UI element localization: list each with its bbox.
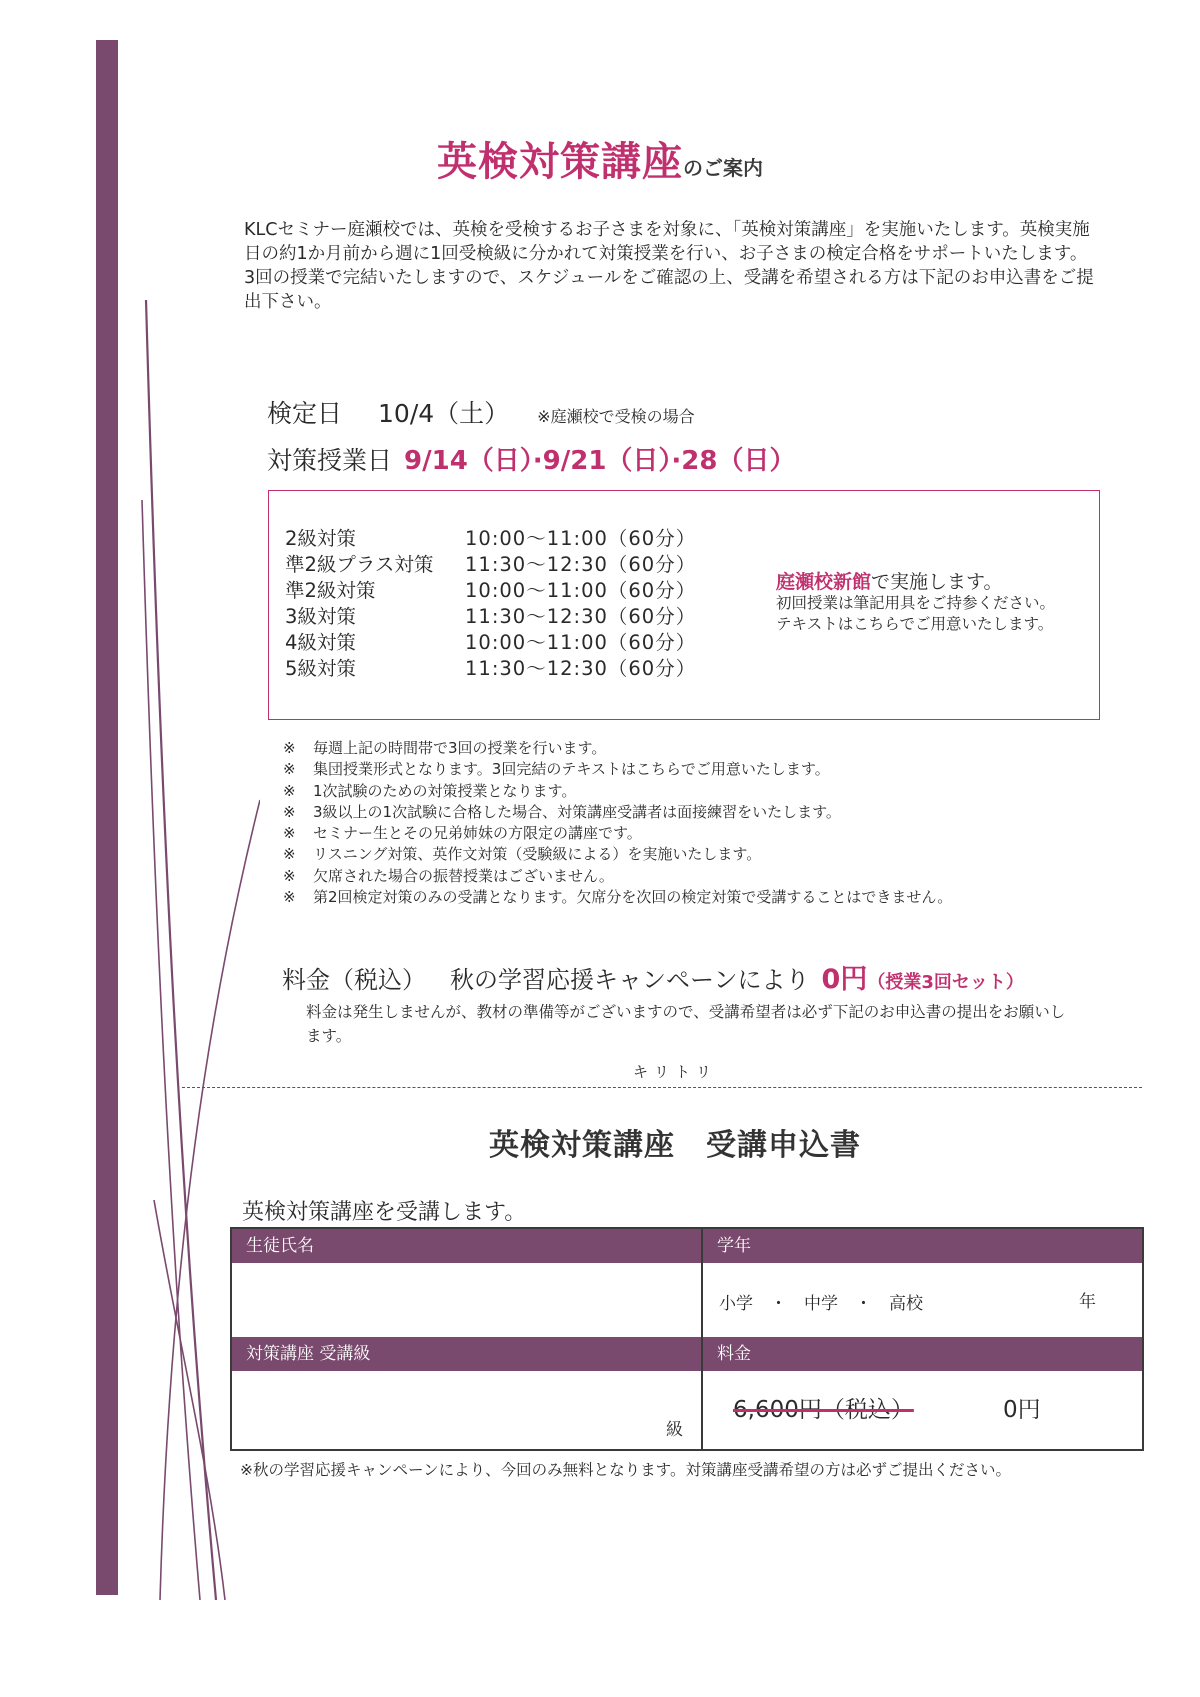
class-label: 対策授業日 — [267, 446, 393, 475]
note-text: 1次試験のための対策授業となります。 — [313, 781, 577, 800]
venue-info — [776, 572, 1096, 635]
footer-note: ※秋の学習応援キャンペーンにより、今回のみ無料となります。対策講座受講希望の方は必ずご提出ください。 — [240, 1461, 1011, 1479]
note-item — [283, 866, 1143, 887]
note-item — [283, 887, 1143, 908]
venue-suffix: で実施します。 — [871, 571, 1003, 593]
table-divider — [701, 1229, 703, 1449]
cut-here-label: キリトリ — [632, 1063, 717, 1081]
venue-line-2: 初回授業は筆記用具をご持参ください。 — [776, 594, 1056, 612]
note-text: 集団授業形式となります。3回完結のテキストはこちらでご用意いたします。 — [313, 760, 830, 779]
note-text: 第2回検定対策のみの受講となります。欠席分を次回の検定対策で受講することはできません。 — [313, 888, 953, 907]
fee-campaign: 秋の学習応援キャンペーンにより — [450, 966, 810, 994]
note-mark: ※ — [283, 760, 296, 779]
schedule-row — [285, 549, 696, 577]
schedule-time: 10:00～11:00（60分） — [465, 579, 697, 602]
note-mark: ※ — [283, 739, 296, 757]
note-item — [283, 759, 1143, 780]
note-text: 欠席された場合の振替授業はございません。 — [313, 866, 614, 885]
course-grade-field[interactable] — [232, 1371, 701, 1449]
schedule-time: 10:00～11:00（60分） — [465, 631, 697, 654]
fee-line — [282, 957, 1024, 996]
exam-date-line — [267, 394, 695, 430]
note-mark: ※ — [283, 845, 296, 864]
schedule-grade: 4級対策 — [285, 631, 356, 654]
course-suffix: 級 — [666, 1420, 683, 1440]
notes-list — [283, 738, 1143, 908]
schedule-row — [285, 575, 696, 603]
schedule-grade: 準2級対策 — [285, 579, 376, 602]
student-name-header: 生徒氏名 — [232, 1229, 701, 1263]
schedule-time: 11:30～12:30（60分） — [465, 605, 697, 628]
fee-note: 料金は発生しませんが、教材の準備等がございますので、受講希望者は必ず下記のお申込書の提出をお願いします。 — [306, 1003, 1066, 1045]
grade-field[interactable] — [703, 1263, 1142, 1337]
schedule-grade: 5級対策 — [285, 657, 356, 680]
note-text: セミナー生とその兄弟姉妹の方限定の講座です。 — [313, 824, 642, 843]
decorative-side-bar — [96, 40, 118, 1595]
page-title — [0, 130, 1200, 187]
form-title: 英検対策講座 受講申込書 — [489, 1128, 861, 1163]
note-text: 3級以上の1次試験に合格した場合、対策講座受講者は面接練習をいたします。 — [313, 802, 841, 821]
note-mark: ※ — [283, 888, 296, 907]
course-header: 対策講座 受講級 — [232, 1337, 701, 1371]
enroll-statement: 英検対策講座を受講します。 — [242, 1200, 527, 1225]
note-item — [283, 823, 1143, 844]
class-dates-line — [267, 440, 796, 477]
note-text: リスニング対策、英作文対策（受験級による）を実施いたします。 — [313, 845, 762, 864]
old-price: 6,600円（税込） — [733, 1397, 914, 1423]
note-mark: ※ — [283, 866, 296, 885]
intro-paragraph: KLCセミナー庭瀬校では、英検を受検するお子さまを対象に、「英検対策講座」を実施いたします。英検実施日の約1か月前から週に1回受検級に分かれて対策授業を行い、お子さまの検定合格をサポートいたします。3回の授業で完結いたしますので、スケジュールをご確認の上、受講を希望される方は下記のお申込書をご提出下さい。 — [244, 220, 1094, 312]
schedule-time: 10:00～11:00（60分） — [465, 527, 697, 550]
schedule-row — [285, 601, 696, 629]
year-suffix: 年 — [1079, 1292, 1096, 1312]
title-main: 英検対策講座 — [437, 139, 683, 185]
exam-label: 検定日 — [267, 399, 343, 428]
schedule-grade: 3級対策 — [285, 605, 356, 628]
fee-field — [703, 1371, 1142, 1449]
schedule-time: 11:30～12:30（60分） — [465, 553, 697, 576]
exam-date: 10/4（土） — [378, 399, 510, 428]
student-name-field[interactable] — [232, 1263, 701, 1337]
fee-set: （授業3回セット） — [867, 972, 1024, 993]
note-item — [283, 802, 1143, 823]
application-form-table — [230, 1227, 1144, 1451]
school-options: 小学 ・ 中学 ・ 高校 — [719, 1294, 923, 1314]
note-mark: ※ — [283, 802, 296, 821]
cut-line — [182, 1087, 1142, 1088]
fee-label: 料金（税込） — [282, 966, 426, 994]
venue-place: 庭瀬校新館 — [776, 571, 872, 593]
schedule-grade: 2級対策 — [285, 527, 356, 550]
fee-header: 料金 — [703, 1337, 1142, 1371]
note-item — [283, 844, 1143, 865]
schedule-row — [285, 627, 696, 655]
schedule-row — [285, 653, 696, 681]
note-item — [283, 781, 1143, 802]
schedule-time: 11:30～12:30（60分） — [465, 657, 697, 680]
class-dates: 9/14（日）·9/21（日）·28（日） — [404, 446, 796, 476]
title-sub: のご案内 — [683, 156, 763, 180]
new-price: 0円 — [1003, 1397, 1041, 1423]
note-mark: ※ — [283, 781, 296, 800]
venue-line-3: テキストはこちらでご用意いたします。 — [776, 615, 1054, 633]
note-mark: ※ — [283, 824, 296, 843]
fee-value: 0円 — [821, 964, 868, 995]
schedule-row — [285, 523, 696, 551]
note-text: 毎週上記の時間帯で3回の授業を行います。 — [313, 739, 607, 757]
schedule-grade: 準2級プラス対策 — [285, 553, 434, 576]
grade-header: 学年 — [703, 1229, 1142, 1263]
exam-note: ※庭瀬校で受検の場合 — [537, 407, 695, 426]
note-item — [283, 738, 1143, 759]
